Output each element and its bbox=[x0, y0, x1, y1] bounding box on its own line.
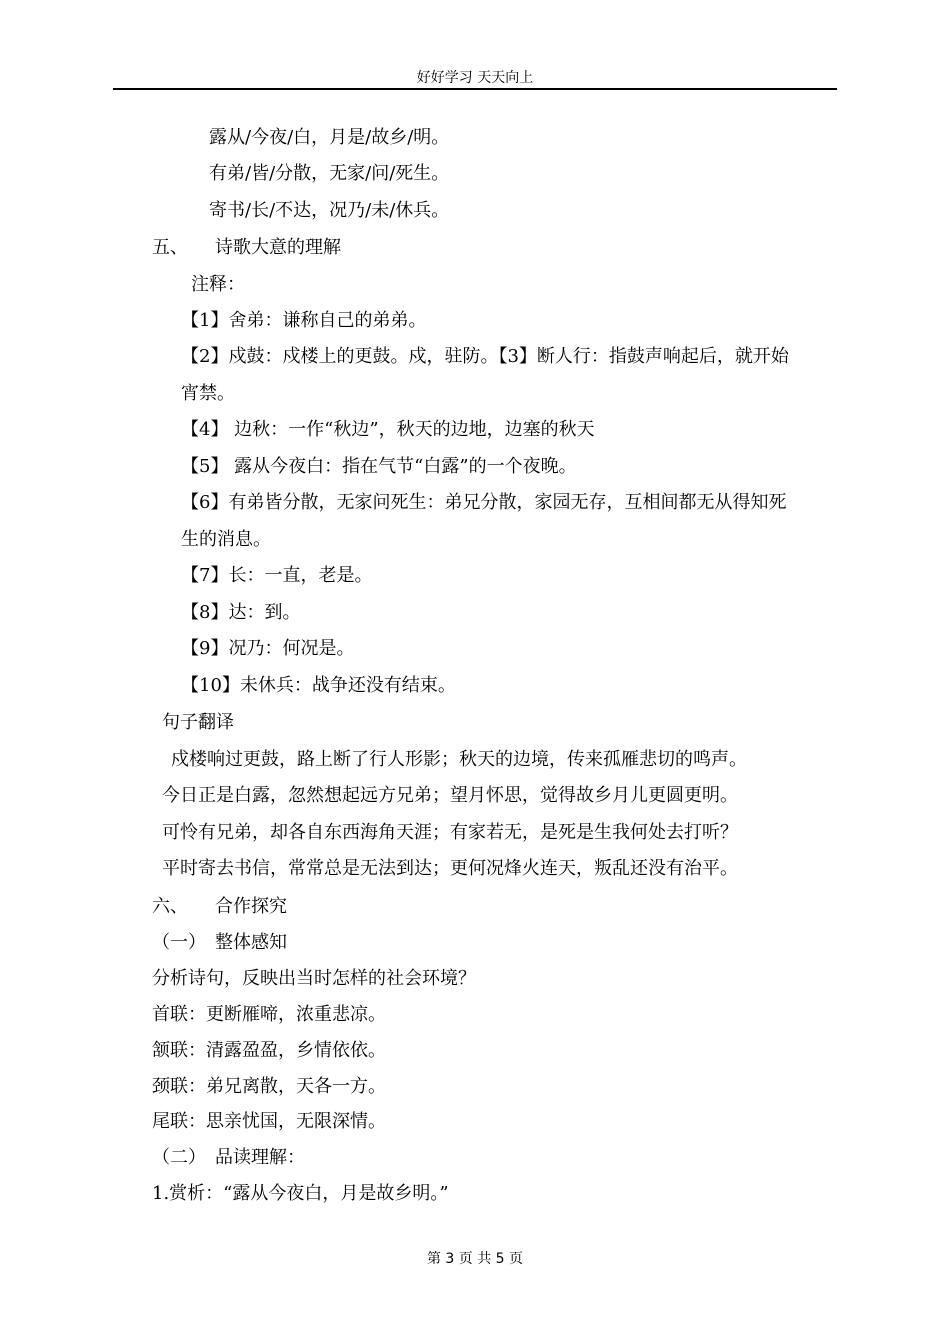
translation-line: 戍楼响过更鼓，路上断了行人形影；秋天的边境，传来孤雁悲切的鸣声。 bbox=[171, 749, 747, 770]
section-number: 五、 bbox=[152, 237, 188, 258]
subsection-number: （二） bbox=[152, 1147, 206, 1168]
translation-line: 今日正是白露，忽然想起远方兄弟；望月怀思，觉得故乡月儿更圆更明。 bbox=[162, 785, 738, 806]
note-item-continued: 宵禁。 bbox=[181, 383, 235, 404]
subsection-heading: 整体感知 bbox=[215, 932, 287, 953]
note-item: 【2】戍鼓：戍楼上的更鼓。戍，驻防。【3】断人行：指鼓声响起后，就开始 bbox=[181, 346, 789, 367]
couplet-line: 颈联：弟兄离散，天各一方。 bbox=[152, 1076, 386, 1097]
translation-line: 平时寄去书信，常常总是无法到达；更何况烽火连天，叛乱还没有治平。 bbox=[162, 858, 738, 879]
subsection-heading: 品读理解： bbox=[215, 1147, 305, 1168]
section-heading: 诗歌大意的理解 bbox=[215, 237, 341, 258]
poem-line: 寄书/长/不达，况乃/未/休兵。 bbox=[209, 200, 450, 221]
analysis-item: 1.赏析：“露从今夜白，月是故乡明。” bbox=[152, 1183, 449, 1204]
page-footer: 第 3 页 共 5 页 bbox=[426, 1251, 524, 1267]
couplet-line: 尾联：思亲忧国，无限深情。 bbox=[152, 1111, 386, 1132]
poem-line: 有弟/皆/分散，无家/问/死生。 bbox=[209, 163, 450, 184]
header-rule bbox=[113, 88, 837, 90]
note-item: 【4】 边秋：一作“秋边”，秋天的边地，边塞的秋天 bbox=[181, 419, 595, 440]
note-item-continued: 生的消息。 bbox=[181, 529, 271, 550]
page-header: 好好学习 天天向上 bbox=[416, 70, 534, 86]
note-item: 【10】未休兵：战争还没有结束。 bbox=[181, 675, 456, 696]
note-item: 【9】况乃：何况是。 bbox=[181, 638, 355, 659]
section-number: 六、 bbox=[152, 896, 188, 917]
note-item: 【1】舍弟：谦称自己的弟弟。 bbox=[181, 310, 427, 331]
couplet-line: 颔联：清露盈盈，乡情依依。 bbox=[152, 1040, 386, 1061]
note-item: 【5】 露从今夜白：指在气节“白露”的一个夜晚。 bbox=[181, 456, 577, 477]
couplet-line: 首联：更断雁啼，浓重悲凉。 bbox=[152, 1004, 386, 1025]
question-text: 分析诗句，反映出当时怎样的社会环境？ bbox=[152, 968, 476, 989]
note-item: 【6】有弟皆分散，无家问死生：弟兄分散，家园无存，互相间都无从得知死 bbox=[181, 492, 787, 513]
notes-label: 注释： bbox=[191, 274, 245, 295]
note-item: 【7】长：一直，老是。 bbox=[181, 565, 373, 586]
translation-line: 可怜有兄弟，却各自东西海角天涯；有家若无，是死是生我何处去打听？ bbox=[162, 822, 738, 843]
section-heading: 合作探究 bbox=[215, 896, 287, 917]
subsection-number: （一） bbox=[152, 932, 206, 953]
note-item: 【8】达：到。 bbox=[181, 602, 301, 623]
translation-label: 句子翻译 bbox=[162, 712, 234, 733]
poem-line: 露从/今夜/白，月是/故乡/明。 bbox=[209, 127, 450, 148]
